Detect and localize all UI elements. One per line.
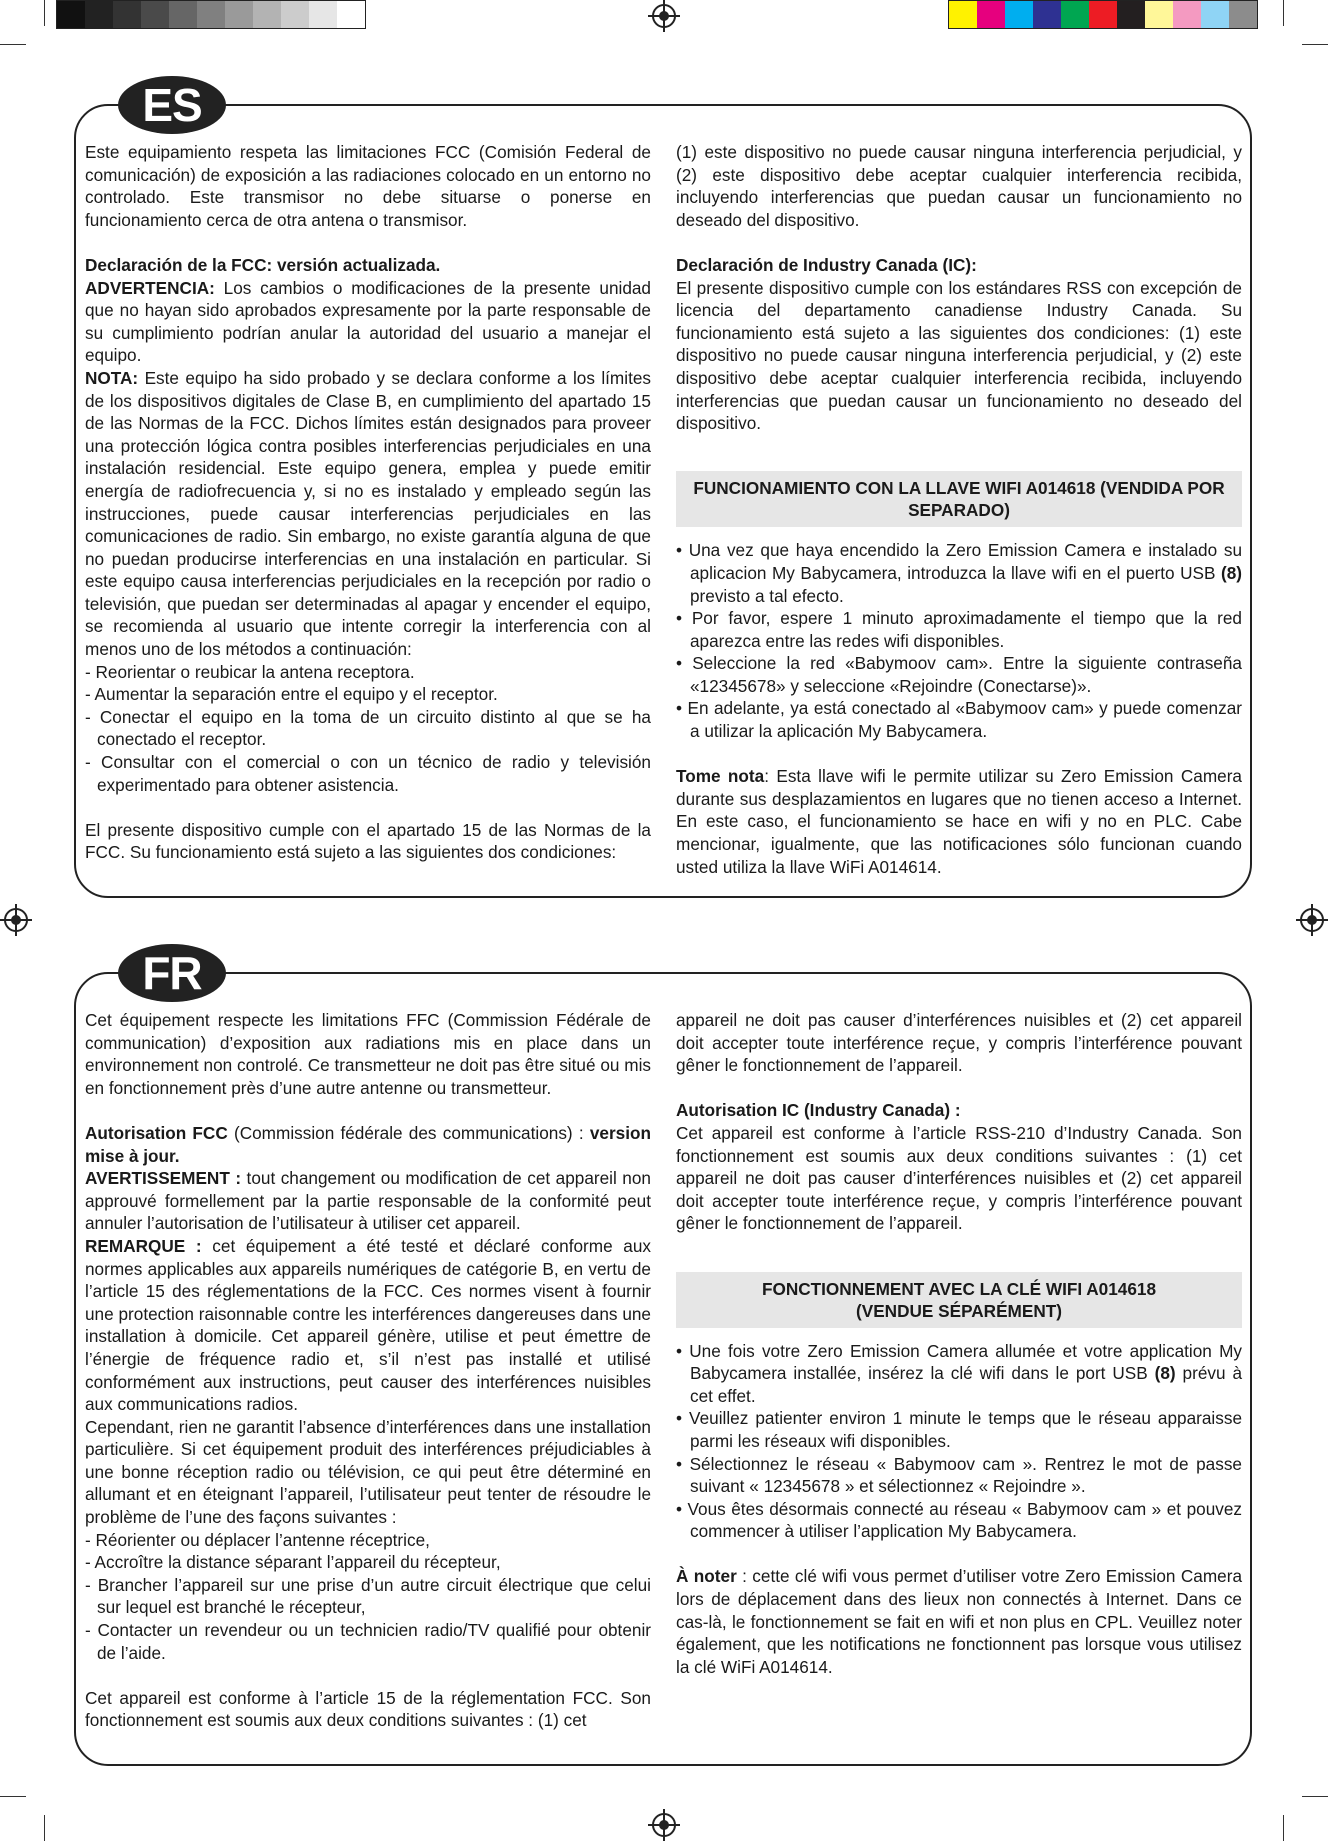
calibration-swatch <box>977 1 1005 28</box>
fr-left-column <box>85 1009 651 1732</box>
fr-bullet-item: • Une fois votre Zero Emission Camera allumée et votre application My Babycamera installée, insérez la clé wifi dans le port USB (8) prévu à cet effet. <box>676 1340 1242 1406</box>
es-bullet-item: • Seleccione la red «Babymoov cam». Entre la siguiente contraseña «12345678» y seleccione «Rejoindre (Conectarse)». <box>676 653 1242 696</box>
es-bullet-item: • Una vez que haya encendido la Zero Emission Camera e instalado su aplicacion My Babycamera, introduzca la llave wifi en el puerto USB (8) previsto a tal efecto. <box>676 540 1242 606</box>
fr-continuation: appareil ne doit pas causer d’interférences nuisibles et (2) cet appareil doit accepter toute interférence reçue, y compris l’interférence pouvant gêner le fonctionnement de l’appareil. <box>676 1010 1242 1076</box>
calibration-swatch <box>225 1 253 28</box>
color-calibration-bar <box>948 0 1258 29</box>
fr-language-badge: FR <box>118 944 226 1002</box>
fr-ic-title: Autorisation IC (Industry Canada) : <box>676 1100 961 1121</box>
es-note: NOTA: Este equipo ha sido probado y se declara conforme a los límites de los dispositivos digitales de Clase B, en cumplimiento del apartado 15 de las Normas de la FCC. Dichos límites están designados para proveer una protección lógica contra posibles interferencias perjudiciales en una instalación residencial. Este equipo genera, emplea y puede emitir energía de radiofrecuencia y, si no es instalado y empleado según las instrucciones, puede causar interferencias perjudiciales en las comunicaciones de radio. Sin embargo, no existe garantía alguna de que no puedan producirse interferencias en una instalación en particular. Si este equipo causa interferencias perjudiciales en la recepción por radio o televisión, que puedan ser determinadas al apagar y encender el equipo, se recomienda al usuario que intente corregir la interferencia con al menos uno de los métodos a continuación: <box>85 367 651 660</box>
calibration-swatch <box>57 1 85 28</box>
es-wifi-header: FUNCIONAMIENTO CON LA LLAVE WIFI A014618 (VENDIDA POR SEPARADO) <box>676 471 1242 527</box>
fr-intro: Cet équipement respecte les limitations FFC (Commission Fédérale de communication) d’exposition aux radiations mis en place dans un environnement non controlé. Ce transmetteur ne doit pas être situé ou mis en fonctionnement près d’une autre antenne ou transmetteur. <box>85 1010 651 1098</box>
es-list-item: - Consultar con el comercial o con un técnico de radio y televisión experimentado para obtener asistencia. <box>85 752 651 795</box>
calibration-swatch <box>1173 1 1201 28</box>
fr-however: Cependant, rien ne garantit l’absence d’interférences dans une installation particulière. Si cet équipement produit des interférences préjudiciables à une bonne réception radio ou télévision, ce qui peut être déterminé en allumant et en éteignant l’appareil, l’utilisateur peut tenter de résoudre le problème de l’une des façons suivantes : <box>85 1416 651 1528</box>
gray-calibration-bar <box>56 0 366 29</box>
calibration-swatch <box>1061 1 1089 28</box>
calibration-swatch <box>1229 1 1257 28</box>
es-language-badge: ES <box>118 76 226 134</box>
calibration-swatch <box>1201 1 1229 28</box>
es-ic-title: Declaración de Industry Canada (IC): <box>676 254 977 275</box>
fr-fcc-title: Autorisation FCC (Commission fédérale des communications) : version mise à jour. <box>85 1122 651 1166</box>
fr-remark: REMARQUE : cet équipement a été testé et déclaré conforme aux normes applicables aux appareils numériques de catégorie B, en vertu de l’article 15 des réglementations de la FCC. Ces normes visent à fournir une protection raisonnable contre les interférences dangereuses dans une installation à domicile. Cet appareil génère, utilise et peut émettre de l’énergie de fréquence radio et, s’il n’est pas installé et utilisé conformément aux instructions, peut causer des interférences nuisibles aux communications radios. <box>85 1235 651 1415</box>
crop-mark <box>0 1796 26 1797</box>
es-closing: El presente dispositivo cumple con el apartado 15 de las Normas de la FCC. Su funcionamiento está sujeto a las siguientes dos condiciones: <box>85 819 651 863</box>
es-list-item: - Reorientar o reubicar la antena receptora. <box>85 661 415 682</box>
calibration-swatch <box>1117 1 1145 28</box>
fr-bullet-item: • Veuillez patienter environ 1 minute le temps que le réseau apparaisse parmi les réseaux wifi disponibles. <box>676 1408 1242 1451</box>
registration-mark-icon <box>652 4 676 28</box>
es-warning: ADVERTENCIA: Los cambios o modificaciones de la presente unidad que no hayan sido aprobados expresamente por la parte responsable de su cumplimiento podrían anular la autoridad del usuario a manejar el equipo. <box>85 277 651 366</box>
es-bullet-item: • Por favor, espere 1 minuto aproximadamente el tiempo que la red aparezca entre las redes wifi disponibles. <box>676 608 1242 651</box>
registration-mark-icon <box>652 1813 676 1837</box>
fr-list-item: - Accroître la distance séparant l’appareil du récepteur, <box>85 1552 501 1573</box>
crop-mark <box>1302 1796 1328 1797</box>
crop-mark <box>1283 0 1284 26</box>
es-note-paragraph: Tome nota: Esta llave wifi le permite utilizar su Zero Emission Camera durante sus desplazamientos en lugares que no tienen acceso a Internet. En este caso, el funcionamiento se hace en wifi y no en PLC. Cabe mencionar, igualmente, que las notificaciones sólo funcionan cuando usted utiliza la llave WiFi A014614. <box>676 766 1242 877</box>
calibration-swatch <box>1145 1 1173 28</box>
es-bullet-item: • En adelante, ya está conectado al «Babymoov cam» y puede comenzar a utilizar la aplicación My Babycamera. <box>676 698 1242 742</box>
fr-right-column <box>676 1009 1242 1678</box>
crop-mark <box>44 0 45 26</box>
calibration-swatch <box>197 1 225 28</box>
fr-list-item: - Réorienter ou déplacer l’antenne réceptrice, <box>85 1529 430 1550</box>
es-right-column <box>676 141 1242 878</box>
calibration-swatch <box>1005 1 1033 28</box>
registration-mark-icon <box>4 908 28 932</box>
fr-list-item: - Brancher l’appareil sur une prise d’un autre circuit électrique que celui sur lequel est branché le récepteur, <box>85 1574 651 1618</box>
calibration-swatch <box>141 1 169 28</box>
calibration-swatch <box>253 1 281 28</box>
fr-note-paragraph: À noter : cette clé wifi vous permet d’utiliser votre Zero Emission Camera lors de déplacement dans des lieux non connectés à Internet. Dans ce cas-là, le fonctionnement se fait en wifi et non plus en CPL. Veuillez noter également, que les notifications ne fonctionnent pas lorsque vous utilisez la clé WiFi A014614. <box>676 1566 1243 1677</box>
fr-list-item: - Contacter un revendeur ou un technicien radio/TV qualifié pour obtenir de l’aide. <box>85 1620 651 1663</box>
crop-mark <box>1283 1815 1284 1841</box>
calibration-swatch <box>281 1 309 28</box>
crop-mark <box>1302 44 1328 45</box>
es-left-column <box>85 141 651 864</box>
fr-ic-text: Cet appareil est conforme à l’article RSS-210 d’Industry Canada. Son fonctionnement est soumis aux deux conditions suivantes : (1) cet appareil ne doit pas causer d’interférences nuisibles et (2) cet appareil doit accepter toute interférence reçue, y compris l’interférence pouvant gêner le fonctionnement de l’appareil. <box>676 1122 1242 1234</box>
calibration-swatch <box>949 1 977 28</box>
fr-bullet-item: • Sélectionnez le réseau « Babymoov cam ». Rentrez le mot de passe suivant « 12345678 » et sélectionnez « Rejoindre ». <box>676 1453 1242 1497</box>
es-fcc-title: Declaración de la FCC: versión actualizada. <box>85 254 441 275</box>
es-ic-text: El presente dispositivo cumple con los estándares RSS con excepción de licencia del departamento canadiense Industry Canada. Su funcionamiento está sujeto a las siguientes dos condiciones: (1) este dispositivo no puede causar ninguna interferencia perjudicial, y (2) este dispositivo debe aceptar cualquier interferencia recibida, incluyendo interferencias que puedan causar un funcionamiento no deseado del dispositivo. <box>676 277 1242 434</box>
crop-mark <box>0 44 26 45</box>
calibration-swatch <box>309 1 337 28</box>
calibration-swatch <box>337 1 365 28</box>
es-intro: Este equipamiento respeta las limitaciones FCC (Comisión Federal de comunicación) de exposición a las radiaciones colocado en un entorno no controlado. Este transmisor no debe situarse o ponerse en funcionamiento cerca de otra antena o transmisor. <box>85 142 651 230</box>
crop-mark <box>44 1815 45 1841</box>
es-list-item: - Conectar el equipo en la toma de un circuito distinto al que se ha conectado el receptor. <box>85 706 651 750</box>
fr-warning: AVERTISSEMENT : tout changement ou modification de cet appareil non approuvé formellement par la partie responsable de la conformité peut annuler l’autorisation de l’utilisateur à utiliser cet appareil. <box>85 1168 651 1234</box>
calibration-swatch <box>169 1 197 28</box>
fr-bullet-item: • Vous êtes désormais connecté au réseau « Babymoov cam » et pouvez commencer à utiliser l’application My Babycamera. <box>676 1498 1242 1542</box>
fr-wifi-header: FONCTIONNEMENT AVEC LA CLÉ WIFI A014618 (VENDUE SÉPARÉMENT) <box>676 1272 1242 1328</box>
registration-mark-icon <box>1300 908 1324 932</box>
calibration-swatch <box>1033 1 1061 28</box>
calibration-swatch <box>113 1 141 28</box>
calibration-swatch <box>1089 1 1117 28</box>
calibration-swatch <box>85 1 113 28</box>
es-continuation: (1) este dispositivo no puede causar ninguna interferencia perjudicial, y (2) este dispositivo debe aceptar cualquier interferencia recibida, incluyendo interferencias que puedan causar un funcionamiento no deseado del dispositivo. <box>676 142 1242 230</box>
es-list-item: - Aumentar la separación entre el equipo y el receptor. <box>85 684 498 705</box>
fr-closing: Cet appareil est conforme à l’article 15 de la réglementation FCC. Son fonctionnement est soumis aux deux conditions suivantes : (1) cet <box>85 1687 651 1731</box>
